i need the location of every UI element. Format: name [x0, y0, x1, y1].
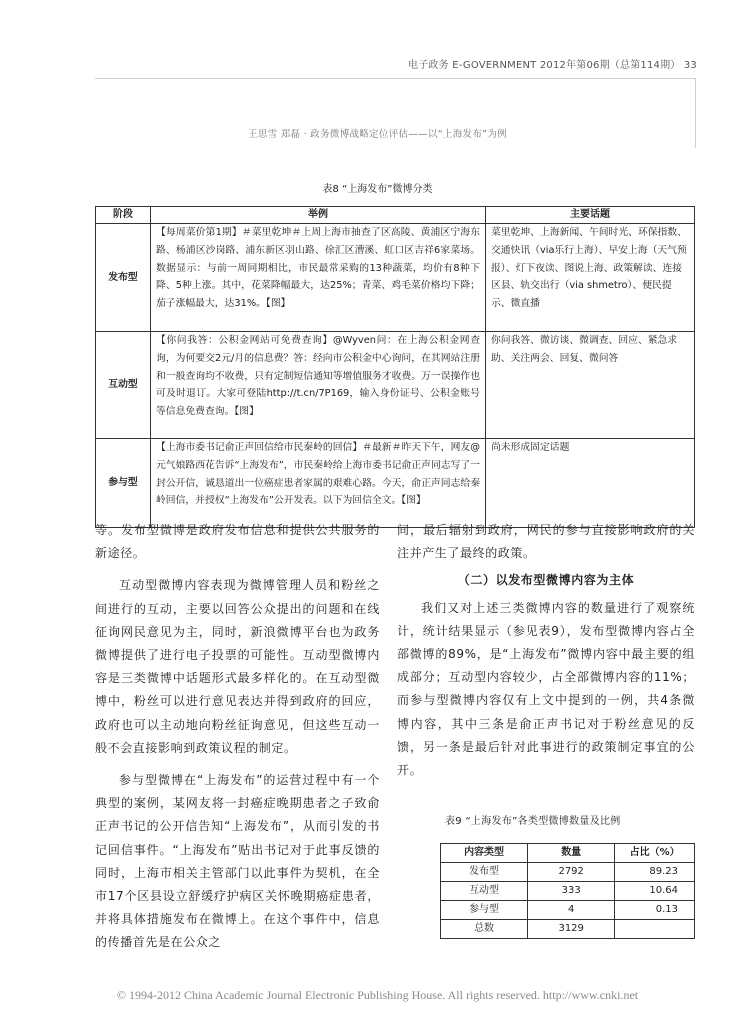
- table8-example: 【上海市委书记俞正声回信给市民秦岭的回信】＃最新＃昨天下午，网友@元气娘路西花告诉“上海发布”，市民秦岭给上海市委书记俞正声同志写了一封公开信，诚恳道出一位癌症患者家属的艰难心路。今天，俞正声同志给秦岭回信，并授权“上海发布”公开发表。以下为回信全文。【图】: [151, 439, 486, 528]
- article-subheader: 王思雪 郑磊 · 政务微博战略定位评估——以“上海发布”为例: [248, 129, 507, 140]
- table9-count: 2792: [528, 863, 615, 882]
- table9-type: 参与型: [441, 901, 528, 920]
- table-row: [441, 920, 695, 939]
- table8-caption: 表8 “上海发布”微博分类: [322, 184, 433, 195]
- body-paragraph: 等。发布型微博是政府发布信息和提供公共服务的新途径。: [95, 523, 380, 561]
- table8-topics: 你问我答、微访谈、微调查、回应、紧急求助、关注两会、回复、微问答: [486, 332, 695, 439]
- table8-topics: 尚未形成固定话题: [486, 439, 695, 528]
- table8-stage: 发布型: [96, 224, 151, 332]
- table8-header-row: [96, 207, 695, 224]
- table-row: [96, 439, 695, 528]
- table8-example: 【你问我答：公积金网站可免费查询】@Wyven问：在上海公积金网查询，为何要交2元/月的信息费？答：经向市公积金中心询问，在其网站注册和一般查询均不收费，只有定制短信通知等增值服务才收费。万一误操作也可及时退订。大家可登陆http://t.cn/7P169，输入身份证号、公积金账号等信息免费查询。【图】: [151, 332, 486, 439]
- body-paragraph: 互动型微博内容表现为微博管理人员和粉丝之间进行的互动，主要以回答公众提出的问题和在线征询网民意见为主，同时，新浪微博平台也为政务微博提供了进行电子投票的可能性。互动型微博内容是三类微博中话题形式最多样化的。在互动型微博中，粉丝可以进行意见表达并得到政府的回应，政府也可以主动地向粉丝征询意见，但这些互动一般不会直接影响到政策议程的制定。: [95, 578, 380, 755]
- table9-pct: [615, 920, 695, 939]
- table9-header-count: 数量: [528, 844, 615, 863]
- table9-pct: 10.64: [615, 882, 695, 901]
- table9-type: 总数: [441, 920, 528, 939]
- left-column: [95, 519, 380, 955]
- body-paragraph: 间，最后辐射到政府，网民的参与直接影响政府的关注并产生了最终的政策。: [397, 523, 695, 561]
- table9-count: 333: [528, 882, 615, 901]
- header-rule: [95, 78, 695, 79]
- table9-header-pct: 占比（%）: [615, 844, 695, 863]
- table8-header-stage: 阶段: [96, 207, 151, 224]
- table9-count: 3129: [528, 920, 615, 939]
- copyright-footer: © 1994-2012 China Academic Journal Electronic Publishing House. All rights reserved. http://www.cnki.net: [116, 988, 639, 1002]
- table-row: [441, 901, 695, 920]
- body-paragraph: 我们又对上述三类微博内容的数量进行了观察统计，统计结果显示（参见表9），发布型微博内容占全部微博的89%，是“上海发布”微博内容中最主要的组成部分；互动型内容较少，占全部微博内容的11%；而参与型微博内容仅有上文中提到的一例，共4条微博内容，其中三条是俞正声书记对于粉丝意见的反馈，另一条是最后针对此事进行的政策制定事宜的公开。: [397, 600, 695, 778]
- table-row: [96, 224, 695, 332]
- table-row: [441, 882, 695, 901]
- table9-caption: 表9 “上海发布”各类型微博数量及比例: [445, 816, 621, 828]
- table8-header-topics: 主要话题: [486, 207, 695, 224]
- table9-header-type: 内容类型: [441, 844, 528, 863]
- table8: [95, 206, 695, 528]
- table-row: [96, 332, 695, 439]
- table8-example: 【每周菜价第1期】＃菜里乾坤＃上周上海市抽查了区高陵、黄浦区宁海东路、杨浦区沙岗路、浦东新区羽山路、徐汇区漕溪、虹口区吉祥6家菜场。数据显示：与前一周同期相比，市民最常采购的13种蔬菜，均价有8种下降、5种上涨。其中，花菜降幅最大，达25%；青菜、鸡毛菜价格均下降；茄子涨幅最大，达31%。【图】: [151, 224, 486, 332]
- section-title: （二）以发布型微博内容为主体: [457, 573, 635, 588]
- table8-stage: 互动型: [96, 332, 151, 439]
- table9-count: 4: [528, 901, 615, 920]
- right-column: [397, 519, 695, 939]
- table9-pct: 0.13: [615, 901, 695, 920]
- table9-type: 发布型: [441, 863, 528, 882]
- table9-header-row: [441, 844, 695, 863]
- table9-pct: 89.23: [615, 863, 695, 882]
- running-head: 电子政务 E-GOVERNMENT 2012年第06期（总第114期） 33: [408, 60, 697, 71]
- table8-stage: 参与型: [96, 439, 151, 528]
- table8-topics: 菜里乾坤、上海新闻、午间时光、环保指数、交通快讯（via乐行上海）、早安上海（天气预报）、灯下夜读、图说上海、政策解读、连接区县、轨交出行（via shmetro）、便民提示、微直播: [486, 224, 695, 332]
- table9: [440, 843, 695, 939]
- table8-header-example: 举例: [151, 207, 486, 224]
- table-row: [441, 863, 695, 882]
- table9-type: 互动型: [441, 882, 528, 901]
- body-paragraph: 参与型微博在“上海发布”的运营过程中有一个典型的案例，某网友将一封癌症晚期患者之子致俞正声书记的公开信告知“上海发布”，从而引发的书记回信事件。“上海发布”贴出书记对于此事反馈的同时，上海市相关主管部门以此事件为契机，在全市17个区县设立舒缓疗护病区关怀晚期癌症患者，并将具体措施发布在微博上。在这个事件中，信息的传播首先是在公众之: [95, 773, 380, 950]
